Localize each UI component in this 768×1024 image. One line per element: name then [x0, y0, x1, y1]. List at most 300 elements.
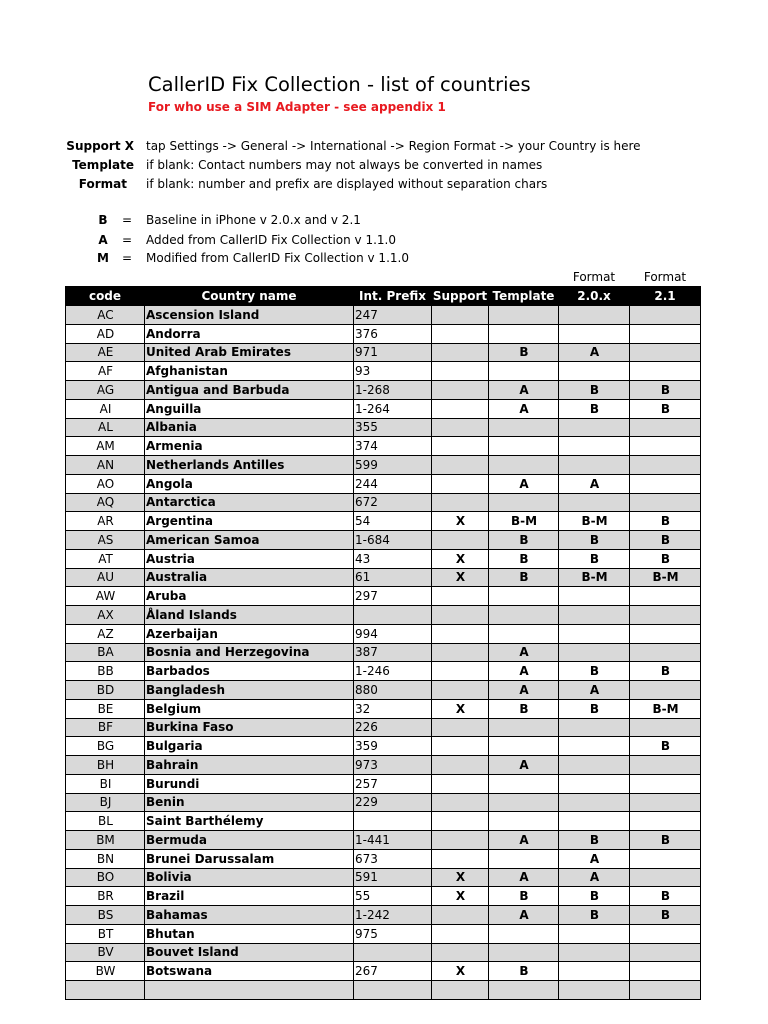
cell-format-2-0: B-M — [559, 568, 630, 587]
cell-prefix: 55 — [354, 887, 432, 906]
cell-support — [432, 324, 489, 343]
cell-format-2-0: A — [559, 343, 630, 362]
col-header-support: Support — [432, 287, 489, 306]
cell-format-2-0: A — [559, 474, 630, 493]
cell-format-2-0: B — [559, 699, 630, 718]
cell-code: AI — [66, 399, 145, 418]
col-header-prefix: Int. Prefix — [354, 287, 432, 306]
cell-format-2-1: B — [630, 831, 701, 850]
cell-code: BM — [66, 831, 145, 850]
cell-support — [432, 831, 489, 850]
cell-prefix — [354, 943, 432, 962]
cell-country: Ascension Island — [145, 306, 354, 325]
cell-prefix: 43 — [354, 549, 432, 568]
cell-prefix: 1-441 — [354, 831, 432, 850]
cell-template — [489, 812, 559, 831]
table-row — [66, 906, 701, 925]
cell-format-2-0: B — [559, 662, 630, 681]
table-row — [66, 606, 701, 625]
cell-country: Bahrain — [145, 756, 354, 775]
cell-format-2-1 — [630, 306, 701, 325]
cell-format-2-1 — [630, 418, 701, 437]
cell-template: A — [489, 662, 559, 681]
table-row — [66, 699, 701, 718]
cell-code: AF — [66, 362, 145, 381]
cell-code: BV — [66, 943, 145, 962]
cell-code: BO — [66, 868, 145, 887]
cell-format-2-0 — [559, 362, 630, 381]
cell-format-2-0: B — [559, 549, 630, 568]
cell-country: Armenia — [145, 437, 354, 456]
legend-text-support: tap Settings -> General -> International -> Region Format -> your Country is here — [146, 139, 641, 153]
legend-key-format: Format — [78, 177, 127, 191]
cell-country: Barbados — [145, 662, 354, 681]
cell-template — [489, 737, 559, 756]
cell-format-2-1 — [630, 924, 701, 943]
cell-code: BH — [66, 756, 145, 775]
cell-code: AN — [66, 456, 145, 475]
cell-prefix: 374 — [354, 437, 432, 456]
cell-country: Saint Barthélemy — [145, 812, 354, 831]
cell-format-2-1 — [630, 437, 701, 456]
cell-support — [432, 399, 489, 418]
table-row — [66, 306, 701, 325]
cell-country: Belgium — [145, 699, 354, 718]
cell-format-2-0 — [559, 418, 630, 437]
cell-support — [432, 306, 489, 325]
table-row — [66, 774, 701, 793]
cell-format-2-0: B-M — [559, 512, 630, 531]
cell-format-2-1 — [630, 981, 701, 1000]
cell-format-2-1: B — [630, 662, 701, 681]
cell-support — [432, 474, 489, 493]
cell-format-2-1 — [630, 624, 701, 643]
table-row — [66, 943, 701, 962]
cell-country: Bolivia — [145, 868, 354, 887]
cell-country: Andorra — [145, 324, 354, 343]
table-row — [66, 643, 701, 662]
cell-country: Albania — [145, 418, 354, 437]
table-row — [66, 924, 701, 943]
cell-prefix: 599 — [354, 456, 432, 475]
cell-prefix: 975 — [354, 924, 432, 943]
cell-code: AW — [66, 587, 145, 606]
legend-text-format: if blank: number and prefix are displayed without separation chars — [146, 177, 548, 191]
table-row — [66, 568, 701, 587]
cell-prefix: 54 — [354, 512, 432, 531]
table-row — [66, 624, 701, 643]
table-row — [66, 681, 701, 700]
cell-prefix: 355 — [354, 418, 432, 437]
cell-format-2-0 — [559, 437, 630, 456]
cell-format-2-1: B — [630, 531, 701, 550]
cell-format-2-1 — [630, 474, 701, 493]
cell-template — [489, 587, 559, 606]
cell-prefix — [354, 981, 432, 1000]
cell-support — [432, 493, 489, 512]
cell-format-2-1: B — [630, 381, 701, 400]
cell-code: BW — [66, 962, 145, 981]
cell-prefix: 973 — [354, 756, 432, 775]
cell-format-2-0 — [559, 737, 630, 756]
table-row — [66, 831, 701, 850]
cell-support — [432, 662, 489, 681]
cell-prefix: 591 — [354, 868, 432, 887]
table-row — [66, 512, 701, 531]
legend-eq: = — [122, 251, 133, 265]
cell-support — [432, 906, 489, 925]
cell-template — [489, 418, 559, 437]
cell-country: Bahamas — [145, 906, 354, 925]
legend-code-a: A — [98, 233, 108, 247]
cell-format-2-0 — [559, 324, 630, 343]
cell-support — [432, 812, 489, 831]
cell-support — [432, 362, 489, 381]
legend-code-m: M — [97, 251, 109, 265]
cell-template — [489, 943, 559, 962]
cell-prefix: 672 — [354, 493, 432, 512]
cell-country — [145, 981, 354, 1000]
page-subtitle: For who use a SIM Adapter - see appendix 1 — [148, 100, 446, 114]
cell-prefix — [354, 606, 432, 625]
cell-template — [489, 362, 559, 381]
cell-format-2-0 — [559, 456, 630, 475]
cell-country: Bermuda — [145, 831, 354, 850]
cell-template: B — [489, 343, 559, 362]
cell-code: AC — [66, 306, 145, 325]
cell-support — [432, 793, 489, 812]
cell-code: AD — [66, 324, 145, 343]
cell-code: AG — [66, 381, 145, 400]
table-row — [66, 662, 701, 681]
cell-format-2-1 — [630, 849, 701, 868]
cell-format-2-1 — [630, 812, 701, 831]
cell-format-2-1 — [630, 962, 701, 981]
country-table — [65, 286, 701, 1000]
cell-template — [489, 718, 559, 737]
cell-support — [432, 943, 489, 962]
cell-support — [432, 849, 489, 868]
cell-country: Burkina Faso — [145, 718, 354, 737]
table-row — [66, 493, 701, 512]
cell-country: Bouvet Island — [145, 943, 354, 962]
cell-template — [489, 981, 559, 1000]
cell-support: X — [432, 962, 489, 981]
cell-template — [489, 624, 559, 643]
cell-prefix: 226 — [354, 718, 432, 737]
cell-format-2-0 — [559, 756, 630, 775]
cell-template: B — [489, 549, 559, 568]
cell-format-2-1: B-M — [630, 568, 701, 587]
cell-template: B — [489, 568, 559, 587]
table-row — [66, 456, 701, 475]
legend-code-a-text: Added from CallerID Fix Collection v 1.1.0 — [146, 233, 396, 247]
cell-code: AQ — [66, 493, 145, 512]
cell-format-2-1 — [630, 606, 701, 625]
cell-support — [432, 418, 489, 437]
table-row — [66, 343, 701, 362]
cell-format-2-1 — [630, 343, 701, 362]
table-row — [66, 399, 701, 418]
cell-format-2-1 — [630, 718, 701, 737]
cell-code: BJ — [66, 793, 145, 812]
cell-template: B-M — [489, 512, 559, 531]
cell-format-2-1: B-M — [630, 699, 701, 718]
cell-format-2-0 — [559, 793, 630, 812]
cell-template: A — [489, 831, 559, 850]
legend-key-support: Support X — [66, 139, 134, 153]
table-row — [66, 418, 701, 437]
cell-template: A — [489, 643, 559, 662]
cell-format-2-1 — [630, 943, 701, 962]
cell-country: Burundi — [145, 774, 354, 793]
cell-code: AZ — [66, 624, 145, 643]
table-row — [66, 549, 701, 568]
cell-code: AX — [66, 606, 145, 625]
cell-format-2-1: B — [630, 549, 701, 568]
cell-format-2-0: B — [559, 399, 630, 418]
cell-prefix: 32 — [354, 699, 432, 718]
cell-support — [432, 456, 489, 475]
cell-format-2-0: A — [559, 849, 630, 868]
cell-country: Afghanistan — [145, 362, 354, 381]
cell-country: Azerbaijan — [145, 624, 354, 643]
cell-code: AE — [66, 343, 145, 362]
col-header-format-2-1: 2.1 — [630, 287, 701, 306]
cell-prefix: 257 — [354, 774, 432, 793]
cell-support — [432, 381, 489, 400]
cell-template: A — [489, 381, 559, 400]
cell-code: BL — [66, 812, 145, 831]
cell-code: AM — [66, 437, 145, 456]
table-header-row — [66, 287, 701, 306]
cell-template — [489, 849, 559, 868]
cell-format-2-0: B — [559, 906, 630, 925]
cell-support — [432, 718, 489, 737]
cell-template — [489, 437, 559, 456]
cell-code: BT — [66, 924, 145, 943]
cell-country: Benin — [145, 793, 354, 812]
cell-format-2-1 — [630, 643, 701, 662]
cell-template: A — [489, 906, 559, 925]
cell-code: BF — [66, 718, 145, 737]
cell-prefix: 297 — [354, 587, 432, 606]
table-row — [66, 437, 701, 456]
cell-prefix — [354, 812, 432, 831]
cell-format-2-1 — [630, 456, 701, 475]
cell-code: BS — [66, 906, 145, 925]
table-row — [66, 324, 701, 343]
table-row — [66, 812, 701, 831]
cell-support — [432, 756, 489, 775]
cell-format-2-1 — [630, 793, 701, 812]
cell-country: Bangladesh — [145, 681, 354, 700]
legend-code-b-text: Baseline in iPhone v 2.0.x and v 2.1 — [146, 213, 361, 227]
cell-format-2-0: B — [559, 531, 630, 550]
cell-template — [489, 774, 559, 793]
cell-template — [489, 324, 559, 343]
cell-template — [489, 924, 559, 943]
cell-template — [489, 793, 559, 812]
cell-code: BA — [66, 643, 145, 662]
cell-template: B — [489, 962, 559, 981]
cell-prefix: 229 — [354, 793, 432, 812]
cell-format-2-0 — [559, 606, 630, 625]
table-row — [66, 887, 701, 906]
cell-support — [432, 531, 489, 550]
cell-code: BG — [66, 737, 145, 756]
col-header-code: code — [66, 287, 145, 306]
table-row — [66, 474, 701, 493]
cell-format-2-0: B — [559, 381, 630, 400]
cell-template: A — [489, 868, 559, 887]
cell-country: Antigua and Barbuda — [145, 381, 354, 400]
cell-prefix: 971 — [354, 343, 432, 362]
cell-code: BR — [66, 887, 145, 906]
cell-support — [432, 437, 489, 456]
cell-country: Bhutan — [145, 924, 354, 943]
cell-format-2-1: B — [630, 887, 701, 906]
cell-support — [432, 681, 489, 700]
cell-country: Argentina — [145, 512, 354, 531]
cell-format-2-1: B — [630, 399, 701, 418]
table-row — [66, 718, 701, 737]
cell-prefix: 1-264 — [354, 399, 432, 418]
cell-country: Bosnia and Herzegovina — [145, 643, 354, 662]
cell-template: A — [489, 474, 559, 493]
col-header-country: Country name — [145, 287, 354, 306]
cell-code: BN — [66, 849, 145, 868]
cell-format-2-1 — [630, 868, 701, 887]
cell-format-2-1 — [630, 774, 701, 793]
cell-support: X — [432, 512, 489, 531]
legend-text-template: if blank: Contact numbers may not always be converted in names — [146, 158, 543, 172]
cell-format-2-1 — [630, 324, 701, 343]
cell-format-2-0 — [559, 774, 630, 793]
cell-format-2-1: B — [630, 737, 701, 756]
cell-format-2-0 — [559, 924, 630, 943]
cell-prefix: 247 — [354, 306, 432, 325]
cell-support — [432, 587, 489, 606]
cell-country: Brunei Darussalam — [145, 849, 354, 868]
cell-country: Netherlands Antilles — [145, 456, 354, 475]
cell-code — [66, 981, 145, 1000]
cell-prefix: 376 — [354, 324, 432, 343]
cell-code: AT — [66, 549, 145, 568]
cell-template — [489, 606, 559, 625]
col-header-format-2-0: 2.0.x — [559, 287, 630, 306]
table-row — [66, 737, 701, 756]
cell-prefix: 61 — [354, 568, 432, 587]
table-row — [66, 756, 701, 775]
cell-template: B — [489, 699, 559, 718]
header-format-2-0: Format — [572, 270, 616, 284]
cell-code: AU — [66, 568, 145, 587]
cell-format-2-0 — [559, 306, 630, 325]
cell-format-2-0 — [559, 943, 630, 962]
cell-code: AS — [66, 531, 145, 550]
cell-format-2-1: B — [630, 906, 701, 925]
cell-prefix: 673 — [354, 849, 432, 868]
legend-key-template: Template — [72, 158, 134, 172]
cell-format-2-1 — [630, 756, 701, 775]
cell-support — [432, 774, 489, 793]
cell-prefix: 1-268 — [354, 381, 432, 400]
cell-support — [432, 737, 489, 756]
cell-prefix: 1-246 — [354, 662, 432, 681]
cell-country: Brazil — [145, 887, 354, 906]
page-title: CallerID Fix Collection - list of countries — [148, 73, 531, 96]
table-row — [66, 849, 701, 868]
cell-format-2-0: B — [559, 831, 630, 850]
cell-support — [432, 343, 489, 362]
table-row — [66, 793, 701, 812]
cell-support: X — [432, 549, 489, 568]
cell-format-2-0 — [559, 718, 630, 737]
cell-format-2-1 — [630, 587, 701, 606]
cell-format-2-1 — [630, 493, 701, 512]
cell-format-2-0 — [559, 624, 630, 643]
cell-code: AL — [66, 418, 145, 437]
cell-template — [489, 306, 559, 325]
cell-format-2-1: B — [630, 512, 701, 531]
cell-support — [432, 606, 489, 625]
cell-prefix: 1-242 — [354, 906, 432, 925]
cell-support: X — [432, 868, 489, 887]
cell-code: BB — [66, 662, 145, 681]
cell-prefix: 1-684 — [354, 531, 432, 550]
table-row — [66, 362, 701, 381]
cell-country: Åland Islands — [145, 606, 354, 625]
cell-template: A — [489, 756, 559, 775]
table-row — [66, 962, 701, 981]
cell-template: B — [489, 531, 559, 550]
cell-format-2-0 — [559, 493, 630, 512]
cell-prefix: 267 — [354, 962, 432, 981]
cell-prefix: 93 — [354, 362, 432, 381]
cell-support — [432, 643, 489, 662]
cell-prefix: 359 — [354, 737, 432, 756]
cell-prefix: 994 — [354, 624, 432, 643]
cell-country: Angola — [145, 474, 354, 493]
cell-code: BI — [66, 774, 145, 793]
cell-support: X — [432, 887, 489, 906]
cell-format-2-1 — [630, 681, 701, 700]
cell-template: A — [489, 681, 559, 700]
cell-format-2-0: B — [559, 887, 630, 906]
cell-format-2-0 — [559, 812, 630, 831]
cell-code: AO — [66, 474, 145, 493]
legend-eq: = — [122, 233, 133, 247]
cell-country: Anguilla — [145, 399, 354, 418]
cell-country: Austria — [145, 549, 354, 568]
cell-code: BD — [66, 681, 145, 700]
legend-eq: = — [122, 213, 133, 227]
cell-template: A — [489, 399, 559, 418]
cell-prefix: 387 — [354, 643, 432, 662]
cell-template: B — [489, 887, 559, 906]
cell-format-2-0 — [559, 587, 630, 606]
cell-format-2-0: A — [559, 868, 630, 887]
table-row — [66, 531, 701, 550]
cell-template — [489, 456, 559, 475]
cell-country: Botswana — [145, 962, 354, 981]
table-row — [66, 587, 701, 606]
cell-prefix: 880 — [354, 681, 432, 700]
cell-support: X — [432, 699, 489, 718]
cell-format-2-0: A — [559, 681, 630, 700]
cell-format-2-0 — [559, 962, 630, 981]
